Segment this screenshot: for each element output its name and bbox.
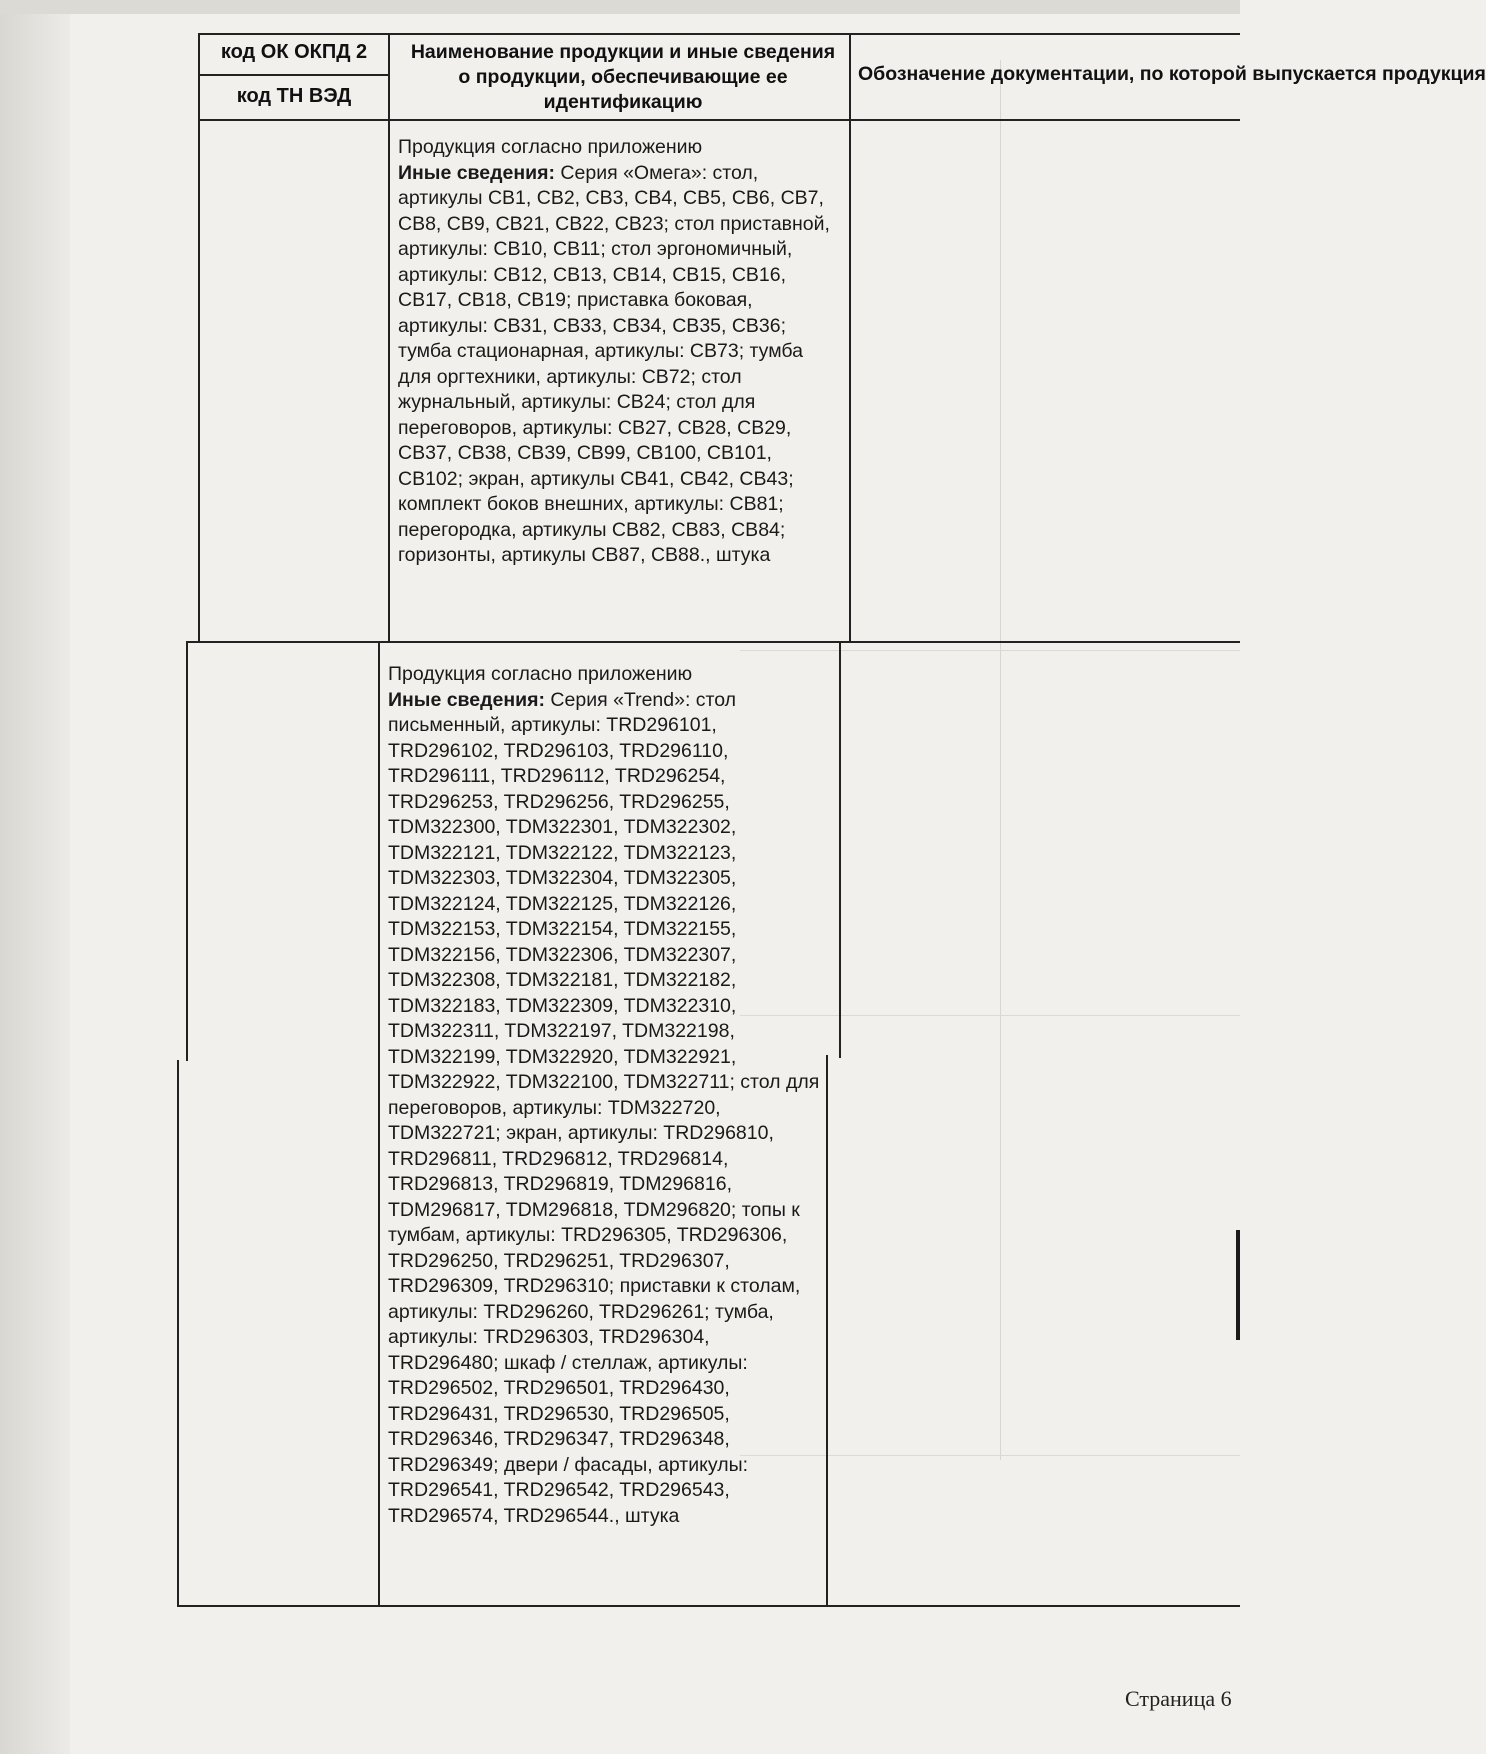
bleed-through-column [1000,60,1241,1460]
table-left-border [177,1060,179,1607]
header-documentation: Обозначение документации, по которой выпускается продукция [858,63,1486,85]
header-split-line [200,74,390,76]
scan-left-shadow [0,0,70,1754]
column-divider [839,641,841,1058]
page-number: Страница 6 [1125,1686,1232,1711]
table-left-border [186,641,188,1061]
column-divider [378,641,380,1606]
column-divider [849,33,851,643]
product-details: Серия «Омега»: стол, артикулы СВ1, СВ2, СВ3, СВ4, СВ5, СВ6, СВ7, СВ8, СВ9, СВ21, СВ22, СВ23; стол приставной, артикулы: СВ10, СВ11; стол эргономичный, артикулы: СВ12, СВ13, СВ14, СВ15, СВ16, СВ17, СВ18, СВ19; приставка боковая, артикулы: СВ31, СВ33, СВ34, СВ35, СВ36; тумба стационарная, артикулы: СВ73; тумба для оргтехники, артикулы: СВ72; стол журнальный, артикулы: СВ24; стол для переговоров, артикулы: СВ27, СВ28, СВ29, СВ37, СВ38, СВ39, СВ99, СВ100, СВ101, СВ102; экран, артикулы СВ41, СВ42, СВ43; комплект боков внешних, артикулы: СВ81; перегородка, артикулы СВ82, СВ83, СВ84; горизонты, артикулы СВ87, СВ88., штука [398,161,830,566]
header-tn-ved-code: код ТН ВЭД [236,85,352,107]
column-divider [388,33,390,643]
other-info-label: Иные сведения: [388,688,545,711]
product-details: Серия «Trend»: стол письменный, артикулы: TRD296101, TRD296102, TRD296103, TRD296110, TRD296111, TRD296112, TRD296254, TRD296253, TRD296256, TRD296255, TDM322300, TDM322301, TDM322302, TDM322121, TDM322122, TDM322123, TDM322303, TDM322304, TDM322305, TDM322124, TDM322125, TDM322126, TDM322153, TDM322154, TDM322155, TDM322156, TDM322306, TDM322307, TDM322308, TDM322181, TDM322182, TDM322183, TDM322309, TDM322310, TDM322311, TDM322197, TDM322198, TDM322199, TDM322920, TDM322921, TDM322922, TDM322100, TDM322711; стол для переговоров, артикулы: TDM322720, TDM322721; экран, артикулы: TRD296810, TRD296811, TRD296812, TRD296814, TRD296813, TRD296819, TDM296816, TDM296817, TDM296818, TDM296820; топы к тумбам, артикулы: TRD296305, TRD296306, TRD296250, TRD296251, TRD296307, TRD296309, TRD296310; приставки к столам, артикулы: TRD296260, TRD296261; тумба, артикулы: TRD296303, TRD296304, TRD296480; шкаф / стеллаж, артикулы: TRD296502, TRD296501, TRD296430, TRD296431, TRD296530, TRD296505, TRD296346, TRD296347, TRD296348, TRD296349; двери / фасады, артикулы: TRD296541, TRD296542, TRD296543, TRD296574, TRD296544., штука [388,688,820,1527]
product-intro: Продукция согласно приложению [398,136,703,158]
bleed-through-line [740,650,1240,651]
product-row-omega [398,135,838,569]
scan-edge-mark [1236,1230,1240,1340]
row-separator [188,641,1240,643]
header-okpd-code: код ОК ОКПД 2 [220,41,368,63]
scan-top-shadow [0,0,1240,14]
product-row-trend [388,662,820,1529]
table-bottom-border [177,1605,1240,1607]
other-info-label: Иные сведения: [398,161,555,184]
header-product-name: Наименование продукции и иные сведения о продукции, обеспечивающие ее идентификацию [410,41,836,113]
table-top-border [200,33,1240,35]
header-bottom-border [200,119,1240,121]
column-divider [826,1055,828,1607]
product-intro: Продукция согласно приложению [388,663,693,685]
table-left-border [198,33,200,643]
